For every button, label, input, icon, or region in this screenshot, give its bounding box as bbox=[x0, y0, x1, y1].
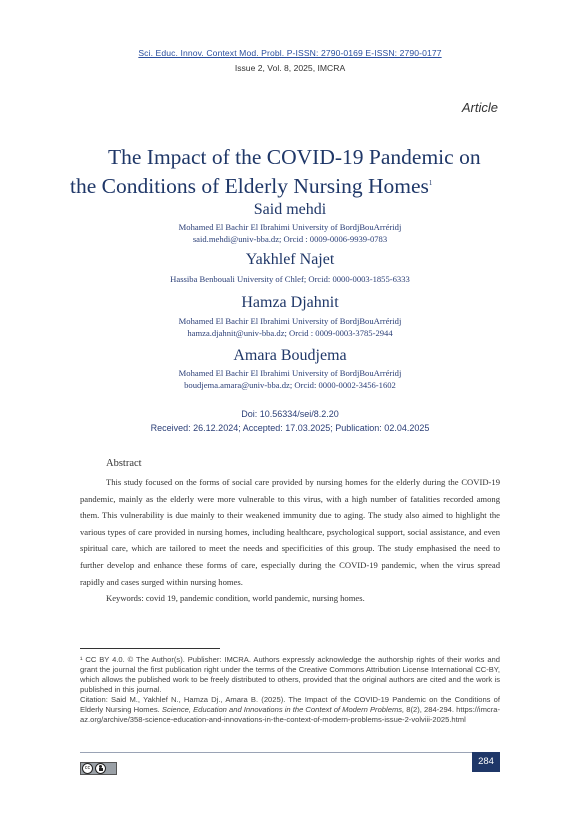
author-contact: said.mehdi@univ-bba.dz; Orcid : 0009-0006-9939-0783 bbox=[192, 234, 388, 244]
by-attribution-icon bbox=[95, 763, 106, 774]
cc-license-badge[interactable] bbox=[80, 762, 117, 775]
author-name: Said mehdi bbox=[253, 201, 327, 218]
paper-title bbox=[70, 144, 510, 199]
abstract-text: This study focused on the forms of social care provided by nursing homes for the elderly during the COVID-19 pandemic, mainly as the elderly were more vulnerable to this virus, with a high number of fatalities recorded among them. This vulnerability is due mainly to their weakened immunity due to aging. The study also aimed to highlight the various types of care provided in nursing homes, including healthcare, psychological support, social assistance, and even spiritual care, which are tailored to meet the needs and specificities of this group. The study emphasised the need to further develop and enhance these forms of care, especially during the COVID-19 pandemic, when the virus spread rapidly and cases surged within nursing homes. bbox=[80, 477, 500, 587]
abstract-body bbox=[80, 474, 500, 607]
author-affiliation: Hassiba Benbouali University of Chlef; Orcid: 0000-0003-1855-6333 bbox=[170, 274, 410, 284]
title-footnote-mark[interactable]: 1 bbox=[428, 179, 433, 187]
citation bbox=[80, 695, 500, 725]
page-number: 284 bbox=[472, 752, 500, 772]
footnote bbox=[80, 655, 500, 725]
author-affiliation: Mohamed El Bachir El Ibrahimi University of BordjBouArréridj bbox=[178, 222, 402, 232]
title-line-2 bbox=[70, 170, 510, 199]
title-line-2-text: the Conditions of Elderly Nursing Homes bbox=[70, 174, 429, 199]
footer-divider bbox=[80, 752, 500, 753]
doi[interactable]: Doi: 10.56334/sei/8.2.20 bbox=[241, 409, 339, 419]
author-affiliation: Mohamed El Bachir El Ibrahimi University of BordjBouArréridj bbox=[178, 316, 402, 326]
issue-info: Issue 2, Vol. 8, 2025, IMCRA bbox=[234, 63, 346, 73]
footnote-divider bbox=[80, 648, 220, 649]
journal-link[interactable]: Sci. Educ. Innov. Context Mod. Probl. P-ISSN: 2790-0169 E-ISSN: 2790-0177 bbox=[138, 48, 442, 58]
author-name: Yakhlef Najet bbox=[245, 251, 335, 268]
title-line-1: The Impact of the COVID-19 Pandemic on bbox=[108, 145, 481, 169]
author-affiliation: Mohamed El Bachir El Ibrahimi University of BordjBouArréridj bbox=[178, 368, 402, 378]
citation-suffix[interactable]: 8(2), 284-294. https://imcra-az.org/archive/358-science-education-and-innovations-in-the-context-of-modern-problems-issue-2-volviii-2025.html bbox=[80, 705, 500, 724]
keywords: Keywords: covid 19, pandemic condition, world pandemic, nursing homes. bbox=[106, 593, 365, 604]
author-name: Amara Boudjema bbox=[233, 347, 347, 364]
author-contact: boudjema.amara@univ-bba.dz; Orcid: 0000-0002-3456-1602 bbox=[184, 380, 396, 390]
publication-dates: Received: 26.12.2024; Accepted: 17.03.2025; Publication: 02.04.2025 bbox=[150, 423, 430, 433]
author-name: Hamza Djahnit bbox=[241, 294, 339, 311]
license-note: ¹ CC BY 4.0. © The Author(s). Publisher: IMCRA. Authors expressly acknowledge the authorship rights of their works and grant the journal the first publication right under the terms of the Creative Commons Attribution License International CC-BY, which allows the published work to be freely distributed to others, provided that the original authors are cited and the work is published in this journal. bbox=[80, 655, 500, 694]
author-contact: hamza.djahnit@univ-bba.dz; Orcid : 0009-0003-3785-2944 bbox=[187, 328, 393, 338]
cc-icon: cc bbox=[82, 763, 93, 774]
abstract-heading: Abstract bbox=[106, 458, 142, 469]
citation-prefix: Citation: Said M., Yakhlef N., Hamza Dj., Amara B. (2025). The Impact of the COVID-19 Pandemic on the Conditions of Elderly Nursing Homes. bbox=[80, 695, 500, 714]
article-type-label: Article bbox=[461, 100, 498, 115]
citation-journal: Science, Education and Innovations in the Context of Modern Problems, bbox=[161, 705, 405, 714]
